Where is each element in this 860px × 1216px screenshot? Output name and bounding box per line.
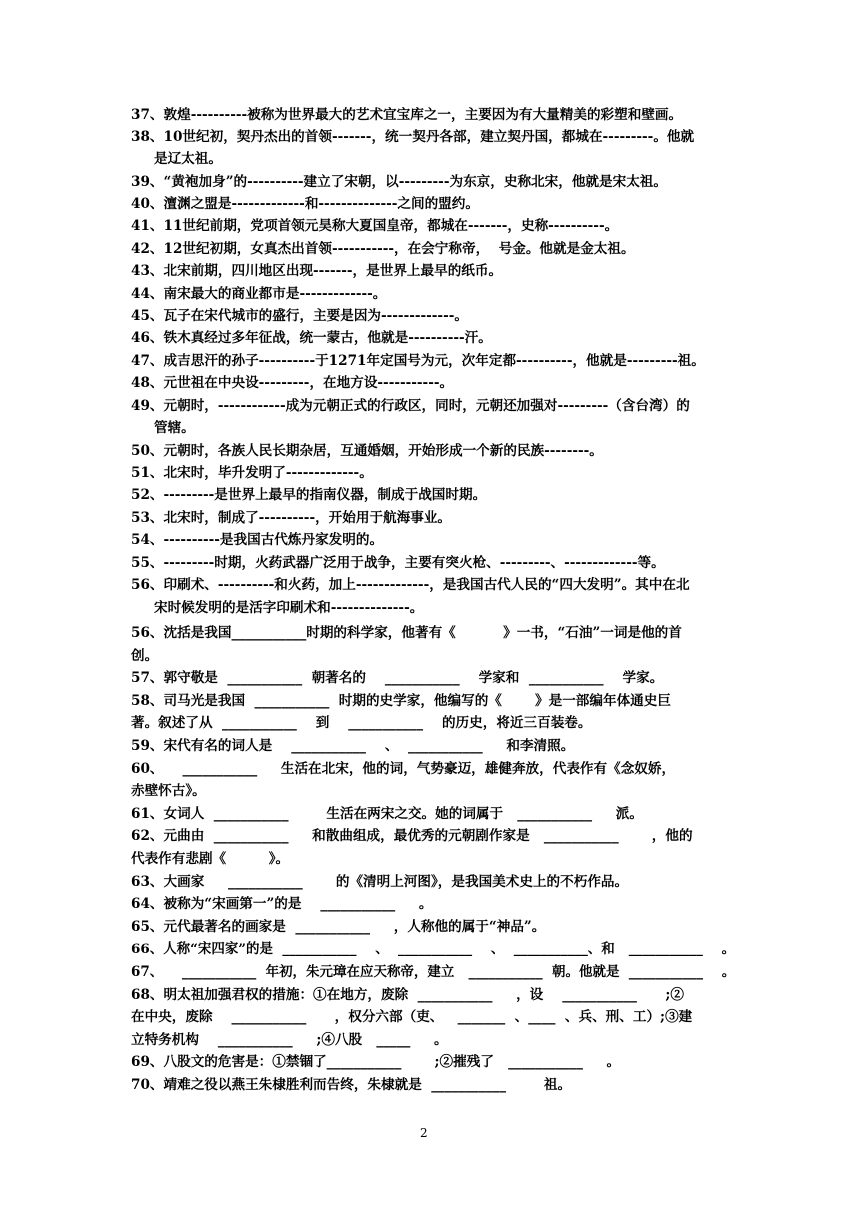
question-44: 44、南宋最大的商业都市是-------------。 [131, 286, 387, 302]
question-68-cont1: 在中央，废除 ___________ ，权分六部（吏、 _______ 、____ 、兵、刑、工）;③建 [131, 1009, 693, 1025]
question-48: 48、元世祖在中央设---------，在地方设-----------。 [131, 375, 454, 391]
question-64: 64、被称为“宋画第一”的是 ___________ 。 [131, 896, 433, 912]
question-38: 38、10世纪初，契丹杰出的首领-------，统一契丹各部，建立契丹国，都城在---------。他就 [131, 129, 695, 145]
question-56a-cont: 宋时候发明的是活字印刷术和--------------。 [154, 600, 424, 616]
question-60-cont: 赤壁怀古》。 [131, 783, 206, 799]
question-37: 37、敦煌----------被称为世界最大的艺术宜宝库之一，主要因为有大量精美的彩塑和壁画。 [131, 107, 683, 123]
question-68-cont2: 立特务机构 ___________ ;④八股 _____ 。 [131, 1032, 448, 1048]
question-59: 59、宋代有名的词人是 ___________ 、 ___________ 和李清照。 [131, 738, 575, 754]
question-45: 45、瓦子在宋代城市的盛行，主要是因为-------------。 [131, 308, 468, 324]
question-68: 68、明太祖加强君权的措施：①在地方，废除 ___________ ，设 ___________ ;② [131, 987, 684, 1003]
question-67: 67、 ___________ 年初，朱元璋在应天称帝，建立 ___________ 朝。他就是 ___________ 。 [131, 964, 736, 980]
question-49-cont: 管辖。 [154, 420, 195, 436]
question-55: 55、---------时期，火药武器广泛用于战争，主要有突火枪、---------、-------------等。 [131, 555, 665, 571]
question-53: 53、北宋时，制成了----------，开始用于航海事业。 [131, 510, 452, 526]
question-50: 50、元朝时，各族人民长期杂居，互通婚姻，开始形成一个新的民族--------。 [131, 443, 603, 459]
question-47: 47、成吉思汗的孙子----------于1271年定国号为元，次年定都----------，他就是---------祖。 [131, 353, 705, 369]
question-56b: 56、沈括是我国___________时期的科学家，他著有《 》一书，“石油”一词是他的首 [131, 625, 682, 641]
question-58-cont: 著。叙述了从 ___________ 到 ___________ 的历史，将近三百装卷。 [131, 715, 592, 731]
question-54: 54、----------是我国古代炼丹家发明的。 [131, 532, 384, 548]
question-62-cont: 代表作有悲剧《 》。 [131, 851, 290, 867]
question-52: 52、---------是世界上最早的指南仪器，制成于战国时期。 [131, 487, 487, 503]
question-43: 43、北宋前期，四川地区出现-------，是世界上最早的纸币。 [131, 263, 503, 279]
question-66: 66、人称“宋四家”的是 ___________ 、 ___________ 、 ___________、和 ___________ 。 [131, 941, 736, 957]
question-61: 61、女词人 ___________ 生活在两宋之交。她的词属于 ___________ 派。 [131, 806, 643, 822]
question-69: 69、八股文的危害是：①禁锢了___________ ;②摧残了 ___________ 。 [131, 1054, 621, 1070]
question-63: 63、大画家 ___________ 的《清明上河图》，是我国美术史上的不朽作品。 [131, 874, 629, 890]
question-38-cont: 是辽太祖。 [154, 151, 222, 167]
question-65: 65、元代最著名的画家是 ___________ ，人称他的属于“神品”。 [131, 919, 546, 935]
question-62: 62、元曲由 ___________ 和散曲组成，最优秀的元朝剧作家是 ___________ ，他的 [131, 828, 693, 844]
question-57: 57、郭守敬是 ___________ 朝著名的 ___________ 学家和 ___________ 学家。 [131, 670, 664, 686]
question-42: 42、12世纪初期，女真杰出首领-----------，在会宁称帝， 号金。他就是金太祖。 [131, 241, 635, 257]
question-56b-cont: 创。 [131, 648, 159, 664]
page-number: 2 [420, 1126, 428, 1140]
question-58: 58、司马光是我国 ___________ 时期的史学家，他编写的《 》是一部编年体通史巨 [131, 693, 671, 709]
question-41: 41、11世纪前期，党项首领元昊称大夏国皇帝，都城在-------，史称----------。 [131, 218, 619, 234]
question-39: 39、“黄袍加身”的----------建立了宋朝，以---------为东京，史称北宋，他就是宋太祖。 [131, 174, 667, 190]
question-40: 40、澶渊之盟是-------------和--------------之间的盟约。 [131, 196, 479, 212]
question-70: 70、靖难之役以燕王朱棣胜利而告终，朱棣就是 ___________ 祖。 [131, 1077, 572, 1093]
question-49: 49、元朝时，------------成为元朝正式的行政区，同时，元朝还加强对---------（含台湾）的 [131, 398, 690, 414]
question-51: 51、北宋时，毕升发明了-------------。 [131, 465, 373, 481]
question-60: 60、 ___________ 生活在北宋，他的词，气势豪迈，雄健奔放，代表作有《念奴娇， [131, 761, 676, 777]
question-56a: 56、印刷术、----------和火药，加上-------------，是我国古代人民的“四大发明”。其中在北 [131, 577, 690, 593]
question-46: 46、铁木真经过多年征战，统一蒙古，他就是----------汗。 [131, 330, 492, 346]
